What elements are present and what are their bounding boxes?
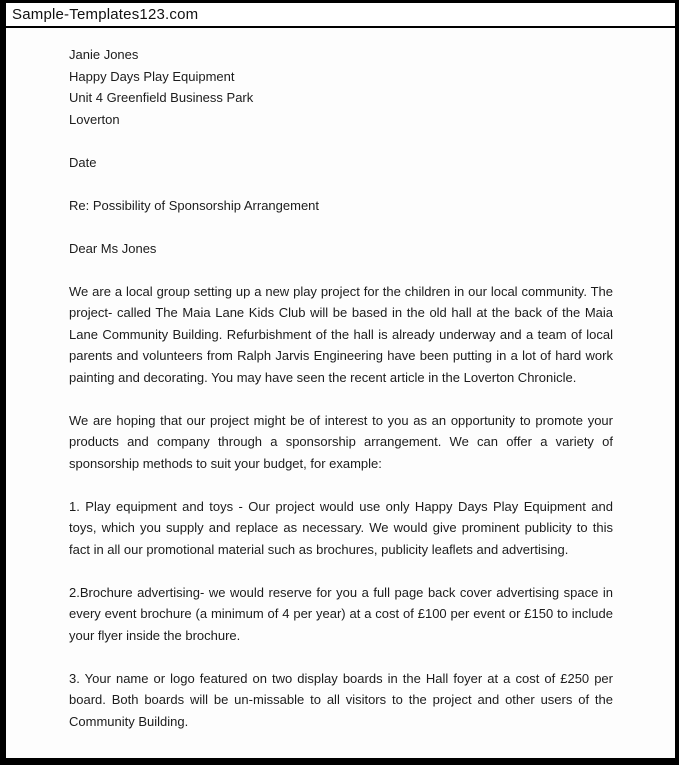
recipient-company: Happy Days Play Equipment [69,68,235,84]
salutation: Dear Ms Jones [69,240,157,256]
paragraph-option-2-brochure-advertising: 2.Brochure advertising- we would reserve for you a full page back cover advertising space in every event brochure (a minimum of 4 per year) at a cost of £100 per event or £150 to include your flyer inside the brochure. [69,584,613,643]
letter-body [6,28,675,732]
paragraph-option-1-play-equipment: 1. Play equipment and toys - Our project would use only Happy Days Play Equipment and toys, which you supply and replace as necessary. We would give prominent publicity to this fact in all our promotional material such as brochures, publicity leaflets and advertising. [69,498,613,557]
paragraph-option-3-display-boards: 3. Your name or logo featured on two display boards in the Hall foyer at a cost of £250 per board. Both boards will be un-missable to all visitors to the project and other users of the Community Building. [69,670,613,729]
recipient-address-line: Unit 4 Greenfield Business Park [69,90,254,105]
recipient-address-block [69,44,613,130]
subject-line: Re: Possibility of Sponsorship Arrangement [69,197,320,213]
recipient-name: Janie Jones [69,47,139,62]
paragraph-sponsorship-offer: We are hoping that our project might be of interest to you as an opportunity to promote your products and company through a sponsorship arrangement. We can offer a variety of sponsorship methods to suit your budget, for example: [69,412,613,471]
date-line: Date [69,154,97,170]
recipient-town: Loverton [69,111,120,127]
site-header-title: Sample-Templates123.com [12,6,199,23]
site-header [6,3,675,28]
paragraph-intro: We are a local group setting up a new play project for the children in our local community. The project- called The Maia Lane Kids Club will be based in the old hall at the back of the Maia Lane Community Building. Refurbishment of the hall is already underway and a team of local parents and volunteers from Ralph Jarvis Engineering have been putting in a lot of hard work painting and decorating. You may have seen the recent article in the Loverton Chronicle. [69,283,613,385]
